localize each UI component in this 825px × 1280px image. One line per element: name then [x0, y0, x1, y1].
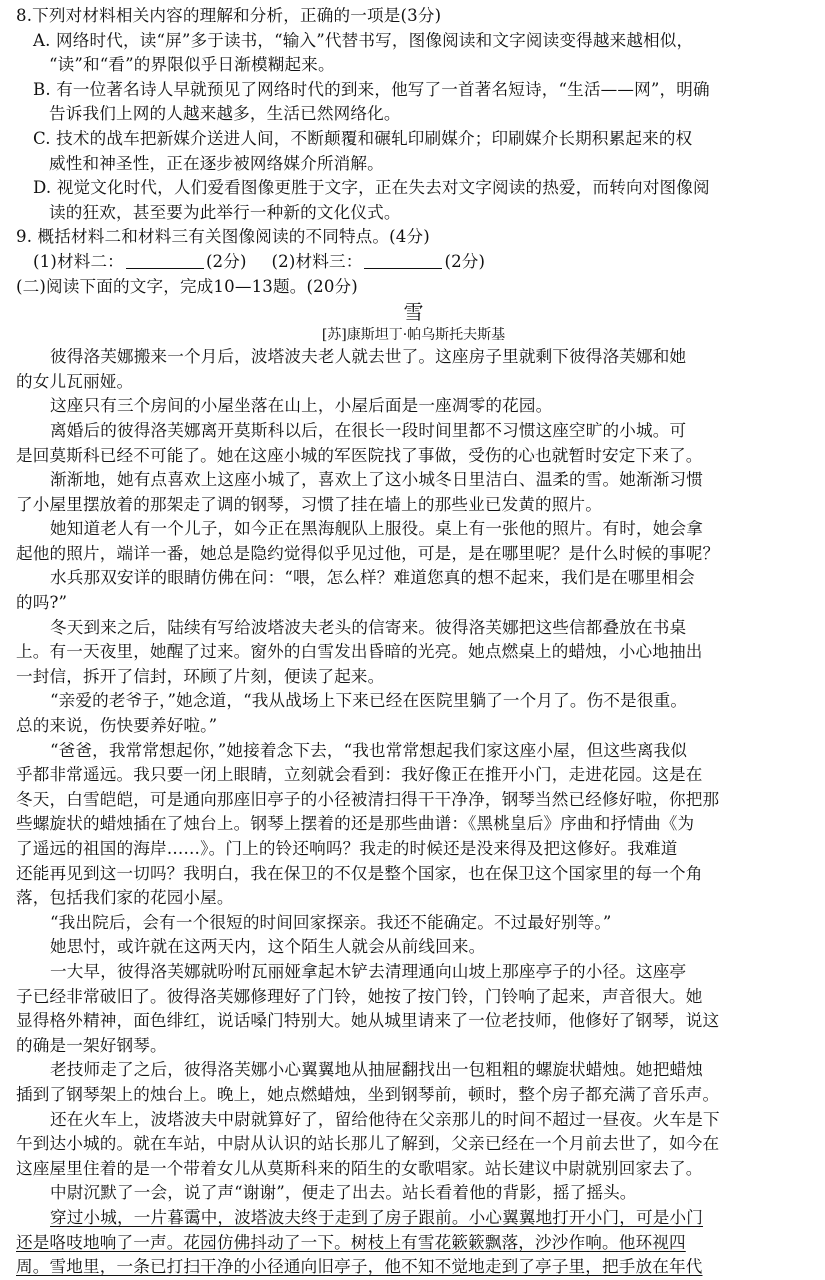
option-line: 威性和神圣性，正在逐步被网络媒介所消解。 — [49, 153, 384, 173]
passage-line: 总的来说，伤快要养好啦。” — [16, 716, 218, 736]
passage-line: 彼得洛芙娜搬来一个月后，波塔波夫老人就去世了。这座房子里就剩下彼得洛芙娜和她 — [50, 347, 687, 367]
passage-line: 插到了钢琴架上的烛台上。晚上，她点燃蜡烛，坐到钢琴前，顿时，整个房子都充满了音乐声。 — [16, 1084, 720, 1104]
passage-line: 中尉沉默了一会，说了声“谢谢”，便走了出去。站长看着他的背影，摇了摇头。 — [50, 1183, 637, 1203]
passage-line: 子已经非常破旧了。彼得洛芙娜修理好了门铃，她按了按门铃，门铃响了起来，声音很大。她 — [16, 986, 703, 1006]
passage-line: 冬天，白雪皑皑，可是通向那座旧亭子的小径被清扫得干干净净，钢琴当然已经修好啦，你把那 — [16, 789, 720, 809]
passage-line: 上。有一天夜里，她醒了过来。窗外的白雪发出昏暗的光亮。她点燃桌上的蜡烛，小心地抽出 — [16, 642, 703, 662]
passage-line: 渐渐地，她有点喜欢上这座小城了，喜欢上了这小城冬日里洁白、温柔的雪。她渐渐习惯 — [50, 470, 704, 490]
passage-line: 水兵那双安详的眼睛仿佛在问：“喂，怎么样？难道您真的想不起来，我们是在哪里相会 — [50, 568, 695, 588]
option-line: B. 有一位著名诗人早就预见了网络时代的到来，他写了一首著名短诗，“生活——网”，明确 — [33, 79, 710, 99]
passage-paragraph — [16, 468, 811, 517]
answer-1-blank[interactable] — [126, 252, 204, 269]
question-9-stem: 9. 概括材料二和材料三有关图像阅读的不同特点。(4分) — [16, 227, 430, 247]
question-8-option-b — [16, 78, 811, 127]
option-line: C. 技术的战车把新媒介送进人间，不断颠覆和碾轧印刷媒介；印刷媒介长期积累起来的权 — [33, 128, 693, 148]
passage-paragraph — [16, 689, 811, 738]
passage-line: “我出院后，会有一个很短的时间回家探亲。我还不能确定。不过最好别等。” — [50, 912, 612, 932]
passage-body — [16, 345, 811, 1280]
passage-paragraph — [16, 394, 811, 419]
passage-paragraph — [16, 419, 811, 468]
passage-paragraph — [16, 517, 811, 566]
question-8-stem: 8.下列对材料相关内容的理解和分析，正确的一项是(3分) — [16, 6, 442, 25]
question-9-answers — [16, 250, 811, 275]
question-8-option-a — [16, 29, 811, 78]
passage-line: 穿过小城，一片暮霭中，波塔波夫终于走到了房子跟前。小心翼翼地打开小门，可是小门 — [50, 1207, 704, 1227]
passage-title: 雪 — [403, 300, 424, 325]
passage-line: 一大早，彼得洛芙娜就吩咐瓦丽娅拿起木铲去清理通向山坡上那座亭子的小径。这座亭 — [50, 961, 687, 981]
passage-line: 了小屋里摆放着的那架走了调的钢琴，习惯了挂在墙上的那些业已发黄的照片。 — [16, 494, 603, 514]
answer-2-blank[interactable] — [364, 252, 442, 269]
question-8 — [16, 4, 811, 225]
passage-line: 些螺旋状的蜡烛插在了烛台上。钢琴上摆着的还是那些曲谱：《黑桃皇后》序曲和抒情曲《为 — [16, 814, 695, 834]
passage-paragraph — [16, 911, 811, 936]
passage-line: 还在火车上，波塔波夫中尉就算好了，留给他待在父亲那儿的时间不超过一昼夜。火车是下 — [50, 1109, 720, 1129]
passage-line: 的确是一架好钢琴。 — [16, 1035, 167, 1055]
passage-line: 是回莫斯科已经不可能了。她在这座小城的军医院找了事做，受伤的心也就暂时安定下来了。 — [16, 445, 703, 465]
passage-line: 的吗?” — [16, 593, 68, 613]
question-8-option-d — [16, 176, 811, 225]
passage-line: 还能再见到这一切吗？我明白，我在保卫的不仅是整个国家，也在保卫这个国家里的每一个角 — [16, 863, 703, 883]
passage-line: “亲爱的老爷子，”她念道，“我从战场上下来已经在医院里躺了一个月了。伤不是很重。 — [50, 691, 688, 711]
passage-line: 这座屋里住着的是一个带着女儿从莫斯科来的陌生的女歌唱家。站长建议中尉就别回家去了。 — [16, 1158, 703, 1178]
passage-line: 她知道老人有一个儿子，如今正在黑海舰队上服役。桌上有一张他的照片。有时，她会拿 — [50, 519, 704, 539]
passage-paragraph — [16, 935, 811, 960]
answer-1-score: (2分) — [205, 251, 247, 271]
answer-1-label: (1)材料二： — [33, 251, 124, 271]
option-line: “读”和“看”的界限似乎日渐模糊起来。 — [49, 55, 335, 75]
passage-line: 一封信，拆开了信封，环顾了片刻，便读了起来。 — [16, 666, 385, 686]
passage-line: “爸爸，我常常想起你，”她接着念下去，“我也常常想起我们家这座小屋，但这些离我似 — [50, 740, 688, 760]
passage-line: 老技师走了之后，彼得洛芙娜小心翼翼地从抽屉翻找出一包粗粗的螺旋状蜡烛。她把蜡烛 — [50, 1060, 704, 1080]
passage-paragraph — [16, 960, 811, 1058]
question-8-option-c — [16, 127, 811, 176]
passage-line: 的女儿瓦丽娅。 — [16, 371, 134, 391]
passage-line: 周。雪地里，一条已打扫干净的小径通向旧亭子，他不知不觉地走到了亭子里，把手放在年代 — [16, 1257, 703, 1277]
passage-line: 冬天到来之后，陆续有写给波塔波夫老头的信寄来。彼得洛芙娜把这些信都叠放在书桌 — [50, 617, 687, 637]
passage-paragraph — [16, 1206, 811, 1280]
answer-2-label: (2)材料三： — [271, 251, 363, 271]
passage-paragraph — [16, 1058, 811, 1107]
passage-line: 这座只有三个房间的小屋坐落在山上，小屋后面是一座凋零的花园。 — [50, 396, 553, 416]
option-line: A. 网络时代，读“屏”多于读书，“输入”代替书写，图像阅读和文字阅读变得越来越相似， — [33, 30, 694, 50]
passage-paragraph — [16, 1108, 811, 1182]
passage-line: 她思忖，或许就在这两天内，这个陌生人就会从前线回来。 — [50, 937, 486, 957]
passage-line: 离婚后的彼得洛芙娜离开莫斯科以后，在很长一段时间里都不习惯这座空旷的小城。可 — [50, 420, 687, 440]
question-9 — [16, 225, 811, 274]
option-line: 告诉我们上网的人越来越多，生活已然网络化。 — [49, 104, 401, 124]
passage-paragraph — [16, 345, 811, 394]
passage-line: 了遥远的祖国的海岸……》。门上的铃还响吗？我走的时候还是没来得及把这修好。我难道 — [16, 839, 678, 858]
passage-paragraph — [16, 739, 811, 911]
passage-line: 落，包括我们家的花园小屋。 — [16, 888, 234, 908]
section-2-header: (二)阅读下面的文字，完成10—13题。(20分) — [16, 276, 358, 296]
option-line: 读的狂欢，甚至要为此举行一种新的文化仪式。 — [49, 202, 401, 222]
passage-line: 乎都非常遥远。我只要一闭上眼睛，立刻就会看到：我好像正在推开小门，走进花园。这是在 — [16, 765, 703, 785]
passage-line: 起他的照片，端详一番，她总是隐约觉得似乎见过他，可是，是在哪里呢？是什么时候的事呢？ — [16, 543, 720, 563]
option-line: D. 视觉文化时代，人们爱看图像更胜于文字，正在失去对文字阅读的热爱，而转向对图像阅 — [33, 178, 710, 198]
passage-paragraph — [16, 616, 811, 690]
passage-line: 还是咯吱地响了一声。花园仿佛抖动了一下。树枝上有雪花簌簌飘落，沙沙作响。他环视四 — [16, 1232, 686, 1252]
passage-author: [苏]康斯坦丁·帕乌斯托夫斯基 — [321, 327, 506, 344]
passage-line: 显得格外精神，面色绯红，说话嗓门特别大。她从城里请来了一位老技师，他修好了钢琴，说这 — [16, 1011, 720, 1031]
passage-line: 午到达小城的。就在车站，中尉从认识的站长那儿了解到，父亲已经在一个月前去世了，如今在 — [16, 1134, 720, 1154]
answer-2-score: (2分) — [444, 251, 486, 271]
passage-paragraph — [16, 566, 811, 615]
